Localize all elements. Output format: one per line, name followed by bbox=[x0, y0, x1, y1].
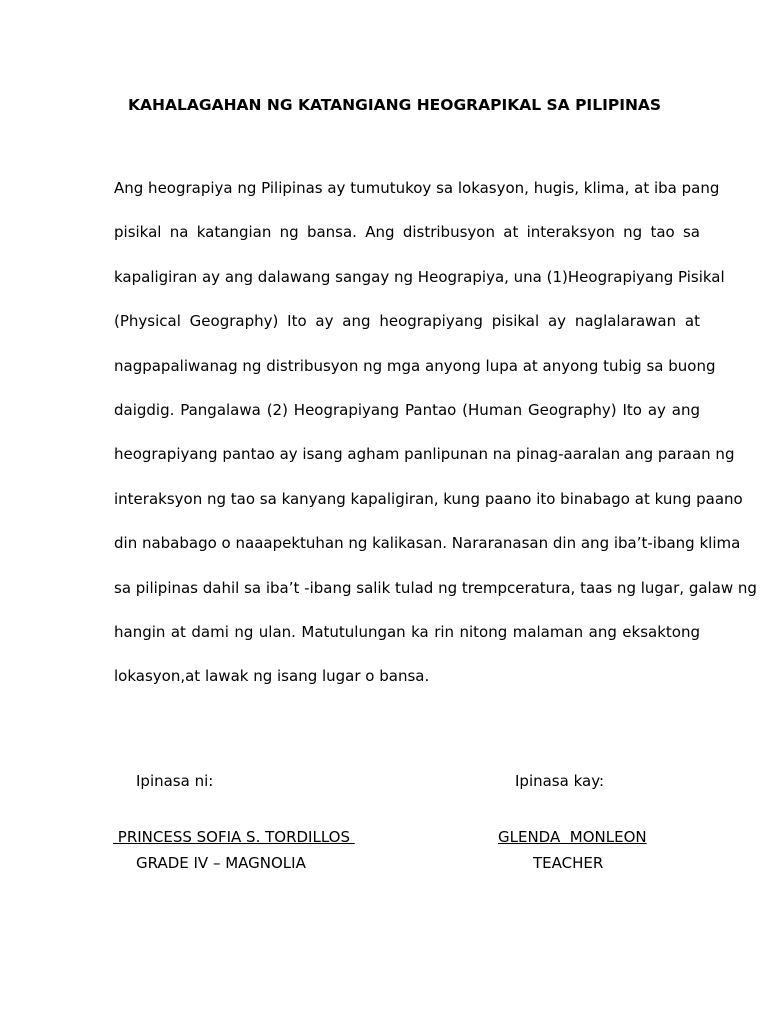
document-title: KAHALAGAHAN NG KATANGIANG HEOGRAPIKAL SA PILIPINAS bbox=[128, 96, 662, 114]
paragraph-line: pisikal na katangian ng bansa. Ang distribusyon at interaksyon ng tao sa bbox=[114, 223, 700, 242]
paragraph-line: interaksyon ng tao sa kanyang kapaligiran, kung paano ito binabago at kung paano bbox=[114, 489, 743, 508]
paragraph-line: heograpiyang pantao ay isang agham panlipunan na pinag-aaralan ang paraan ng bbox=[114, 445, 735, 464]
submitted-by-name: PRINCESS SOFIA S. TORDILLOS bbox=[113, 828, 355, 846]
paragraph-line: daigdig. Pangalawa (2) Heograpiyang Pantao (Human Geography) Ito ay ang bbox=[114, 400, 700, 419]
submitted-by-grade: GRADE IV – MAGNOLIA bbox=[136, 854, 306, 872]
body-paragraph bbox=[114, 172, 757, 705]
paragraph-line: Ang heograpiya ng Pilipinas ay tumutukoy sa lokasyon, hugis, klima, at iba pang bbox=[114, 179, 720, 197]
paragraph-line: kapaligiran ay ang dalawang sangay ng Heograpiya, una (1)Heograpiyang Pisikal bbox=[114, 267, 725, 286]
submitted-to-label: Ipinasa kay: bbox=[515, 772, 605, 790]
paragraph-line: lokasyon,at lawak ng isang lugar o bansa. bbox=[114, 667, 430, 686]
paragraph-line: sa pilipinas dahil sa iba’t -ibang salik tulad ng trempceratura, taas ng lugar, galaw ng bbox=[114, 578, 757, 597]
paragraph-line: nagpapaliwanag ng distribusyon ng mga anyong lupa at anyong tubig sa buong bbox=[114, 356, 716, 375]
paragraph-line: (Physical Geography) Ito ay ang heograpiyang pisikal ay naglalarawan at bbox=[114, 312, 700, 331]
paragraph-line: hangin at dami ng ulan. Matutulungan ka rin nitong malaman ang eksaktong bbox=[114, 622, 700, 641]
paragraph-line: din nababago o naaapektuhan ng kalikasan. Nararanasan din ang iba’t-ibang klima bbox=[114, 534, 741, 553]
submitted-to-name: GLENDA MONLEON bbox=[498, 828, 647, 846]
submitted-by-label: Ipinasa ni: bbox=[136, 772, 214, 790]
submitted-to-role: TEACHER bbox=[533, 854, 604, 872]
